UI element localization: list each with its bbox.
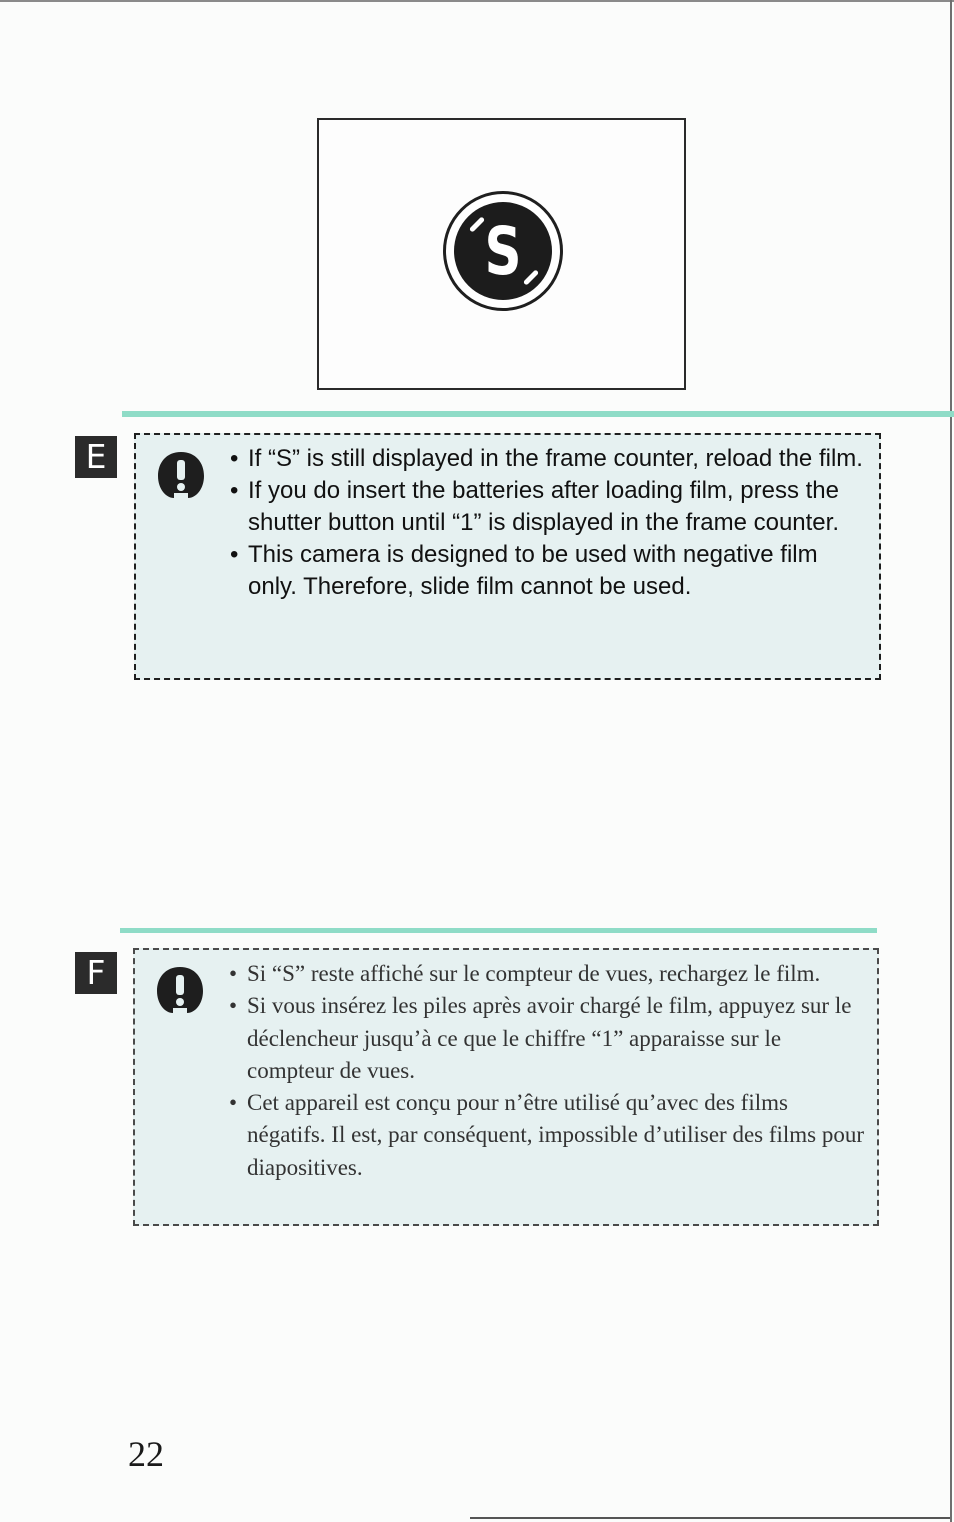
frame-counter-illustration [317, 118, 686, 390]
caution-list-english [230, 443, 869, 603]
section-divider-english [122, 411, 954, 417]
frame-counter-s-letter: S [484, 212, 522, 290]
list-item: • If you do insert the batteries after loading film, press the shutter button until “1” is displayed in the frame counter. [230, 475, 869, 539]
page-number: 22 [128, 1434, 164, 1474]
frame-counter-s-icon [443, 191, 563, 311]
caution-icon [155, 964, 205, 1016]
caution-note-french [133, 948, 879, 1226]
section-divider-french [120, 928, 877, 933]
language-tag-french: F [75, 952, 117, 994]
list-item: • Si “S” reste affiché sur le compteur de vues, rechargez le film. [229, 958, 867, 990]
list-item: • Cet appareil est conçu pour n’être utilisé qu’avec des films négatifs. Il est, par conséquent, impossible d’utiliser des films pour diapositives. [229, 1087, 867, 1184]
list-item: • This camera is designed to be used with negative film only. Therefore, slide film cannot be used. [230, 539, 869, 603]
language-tag-english: E [75, 436, 117, 478]
caution-icon [156, 449, 206, 501]
page-bottom-edge [470, 1517, 950, 1519]
caution-note-english [134, 433, 881, 680]
caution-list-french [229, 958, 867, 1184]
page-top-edge [0, 0, 954, 2]
list-item: • If “S” is still displayed in the frame counter, reload the film. [230, 443, 869, 475]
page-right-edge [950, 0, 952, 1522]
list-item: • Si vous insérez les piles après avoir chargé le film, appuyez sur le déclencheur jusqu’à ce que le chiffre “1” apparaisse sur le compteur de vues. [229, 990, 867, 1087]
